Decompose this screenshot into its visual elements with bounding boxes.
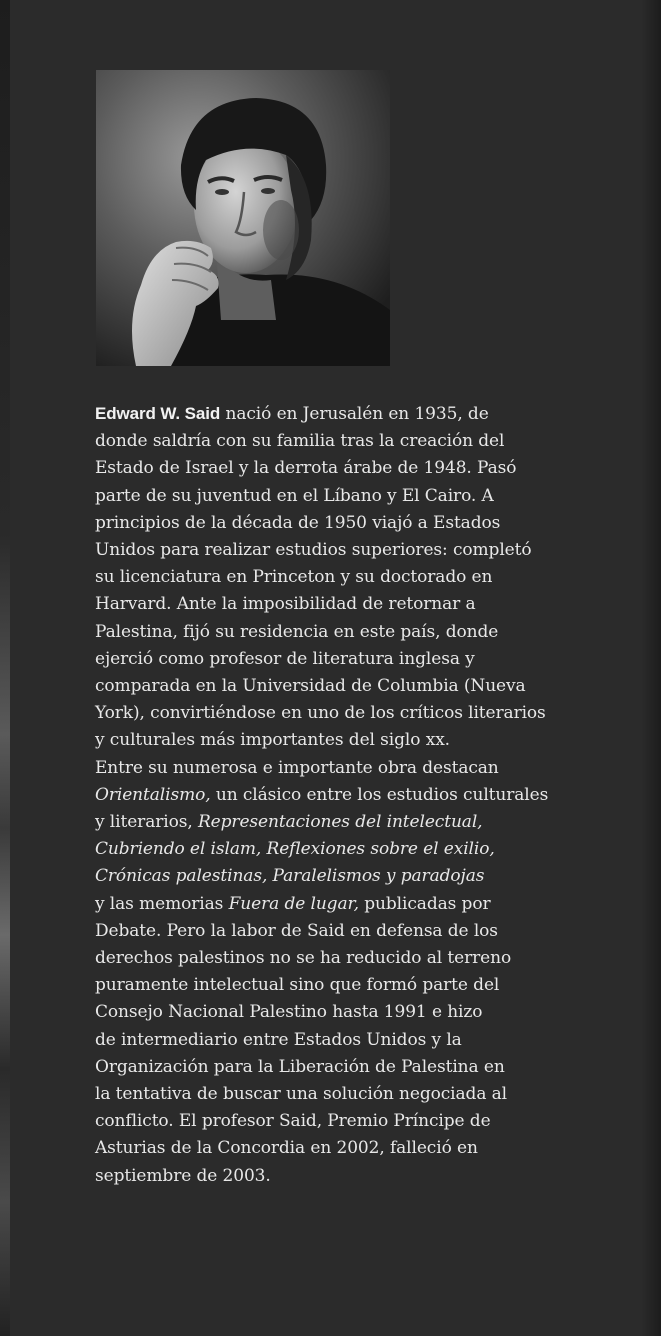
bio-line: Palestina, fijó su residencia en este país, donde: [95, 621, 499, 642]
book-title: Orientalismo,: [95, 784, 211, 805]
bio-line: Harvard. Ante la imposibilidad de retornar a: [95, 594, 476, 615]
bio-line: Orientalismo, un clásico entre los estudios culturales: [95, 784, 549, 805]
cover-edge-strip: [0, 0, 10, 1336]
book-title: Fuera de lugar,: [228, 893, 359, 914]
bio-line: ejerció como profesor de literatura inglesa y: [95, 648, 475, 669]
author-name: Edward W. Said: [95, 404, 221, 423]
bio-line: York), convirtiéndose en uno de los críticos literarios: [95, 703, 546, 724]
bio-line: [95, 863, 575, 890]
bio-line: su licenciatura en Princeton y su doctorado en: [95, 567, 493, 588]
book-title: Representaciones del intelectual,: [197, 812, 483, 833]
bio-line: comparada en la Universidad de Columbia (Nueva: [95, 676, 526, 697]
bio-line: de intermediario entre Estados Unidos y la: [95, 1029, 462, 1050]
bio-line: parte de su juventud en el Líbano y El Cairo. A: [95, 485, 494, 506]
bio-line: y culturales más importantes del siglo xx.: [95, 730, 450, 751]
bio-line: Debate. Pero la labor de Said en defensa de los: [95, 920, 498, 941]
book-title: Crónicas palestinas, Paralelismos y paradojas: [95, 866, 485, 887]
book-title: Cubriendo el islam, Reflexiones sobre el exilio,: [95, 839, 495, 860]
bio-line: conflicto. El profesor Said, Premio Príncipe de: [95, 1111, 491, 1132]
bio-line: y las memorias Fuera de lugar, publicadas por: [95, 893, 491, 914]
bio-line: y literarios, Representaciones del intelectual,: [95, 812, 483, 833]
author-portrait: [96, 70, 390, 366]
author-biography: [95, 400, 575, 1190]
fold-shadow: [641, 0, 661, 1336]
bio-line: puramente intelectual sino que formó parte del: [95, 975, 500, 996]
bio-line: Edward W. Said nació en Jerusalén en 1935, de: [95, 404, 489, 424]
bio-line: la tentativa de buscar una solución negociada al: [95, 1084, 508, 1105]
bio-line: Estado de Israel y la derrota árabe de 1948. Pasó: [95, 458, 517, 479]
bio-line: septiembre de 2003.: [95, 1165, 271, 1186]
bio-line: donde saldría con su familia tras la creación del: [95, 431, 505, 452]
bio-line: Unidos para realizar estudios superiores: completó: [95, 540, 532, 561]
bio-line: [95, 836, 575, 863]
bio-line: Organización para la Liberación de Palestina en: [95, 1056, 505, 1077]
bio-line: derechos palestinos no se ha reducido al terreno: [95, 948, 512, 969]
bio-line: Entre su numerosa e importante obra destacan: [95, 757, 499, 778]
bio-line: principios de la década de 1950 viajó a Estados: [95, 512, 501, 533]
bio-line: Consejo Nacional Palestino hasta 1991 e hizo: [95, 1002, 483, 1023]
bio-line: Asturias de la Concordia en 2002, falleció en: [95, 1138, 478, 1159]
